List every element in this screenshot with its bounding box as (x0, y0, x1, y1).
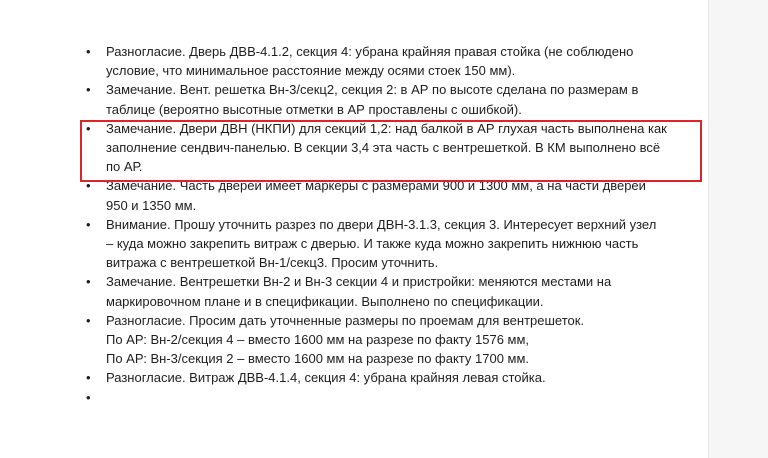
bullet: • (86, 120, 91, 136)
bullet: • (86, 274, 91, 290)
list-item (85, 215, 705, 273)
remarks-list (85, 42, 705, 407)
list-item (85, 272, 705, 310)
list-item (85, 42, 705, 80)
list-item-text: Разногласие. Дверь ДВВ-4.1.2, секция 4: убрана крайняя правая стойка (не соблюдено условие, что минимальное расстояние между осями стоек 150 мм). (106, 44, 634, 79)
bullet: • (86, 389, 91, 405)
list-item-text: Разногласие. Просим дать уточненные размеры по проемам для вентрешеток. По АР: Вн-2/секция 4 – вместо 1600 мм на разрезе по факту 1576 мм, По АР: Вн-3/секция 2 – вместо 1600 мм на разрезе по факту 1700 мм. (106, 312, 585, 367)
list-item-text: Замечание. Вент. решетка Вн-3/секц2, секция 2: в АР по высоте сделана по размерам в таблице (вероятно высотные отметки в АР проставлены с ошибкой). (106, 82, 639, 117)
bullet: • (86, 312, 91, 328)
bullet: • (86, 82, 91, 98)
list-item-text: Замечание. Двери ДВН (НКПИ) для секций 1,2: над балкой в АР глухая часть выполнена как заполнение сендвич-панелью. В секции 3,4 эта часть с вентрешеткой. В КМ выполнено всё по АР. (106, 120, 667, 175)
list-item (85, 80, 705, 118)
list-item-text: Замечание. Часть дверей имеет маркеры с размерами 900 и 1300 мм, а на части дверей 950 и 1350 мм. (106, 178, 646, 213)
bullet: • (86, 44, 91, 59)
list-item (85, 176, 705, 214)
list-item-text: Разногласие. Витраж ДВВ-4.1.4, секция 4: убрана крайняя левая стойка. (106, 370, 546, 386)
list-item-text: Внимание. Прошу уточнить разрез по двери ДВН-3.1.3, секция 3. Интересует верхний узел – куда можно закрепить витраж с дверью. И также куда можно закрепить нижнюю часть витража с вентрешеткой Вн-1/секц3. Просим уточнить. (106, 216, 657, 271)
list-item (85, 119, 705, 177)
list-item (85, 368, 705, 387)
bullet: • (86, 216, 91, 232)
list-item (85, 311, 705, 369)
list-item-text: Замечание. Вентрешетки Вн-2 и Вн-3 секции 4 и пристройки: меняются местами на маркировочном плане и в спецификации. Выполнено по спецификации. (106, 274, 612, 309)
bullet: • (86, 178, 91, 194)
list-item-empty (85, 388, 705, 407)
list-item-text (106, 388, 705, 407)
bullet: • (86, 370, 91, 386)
